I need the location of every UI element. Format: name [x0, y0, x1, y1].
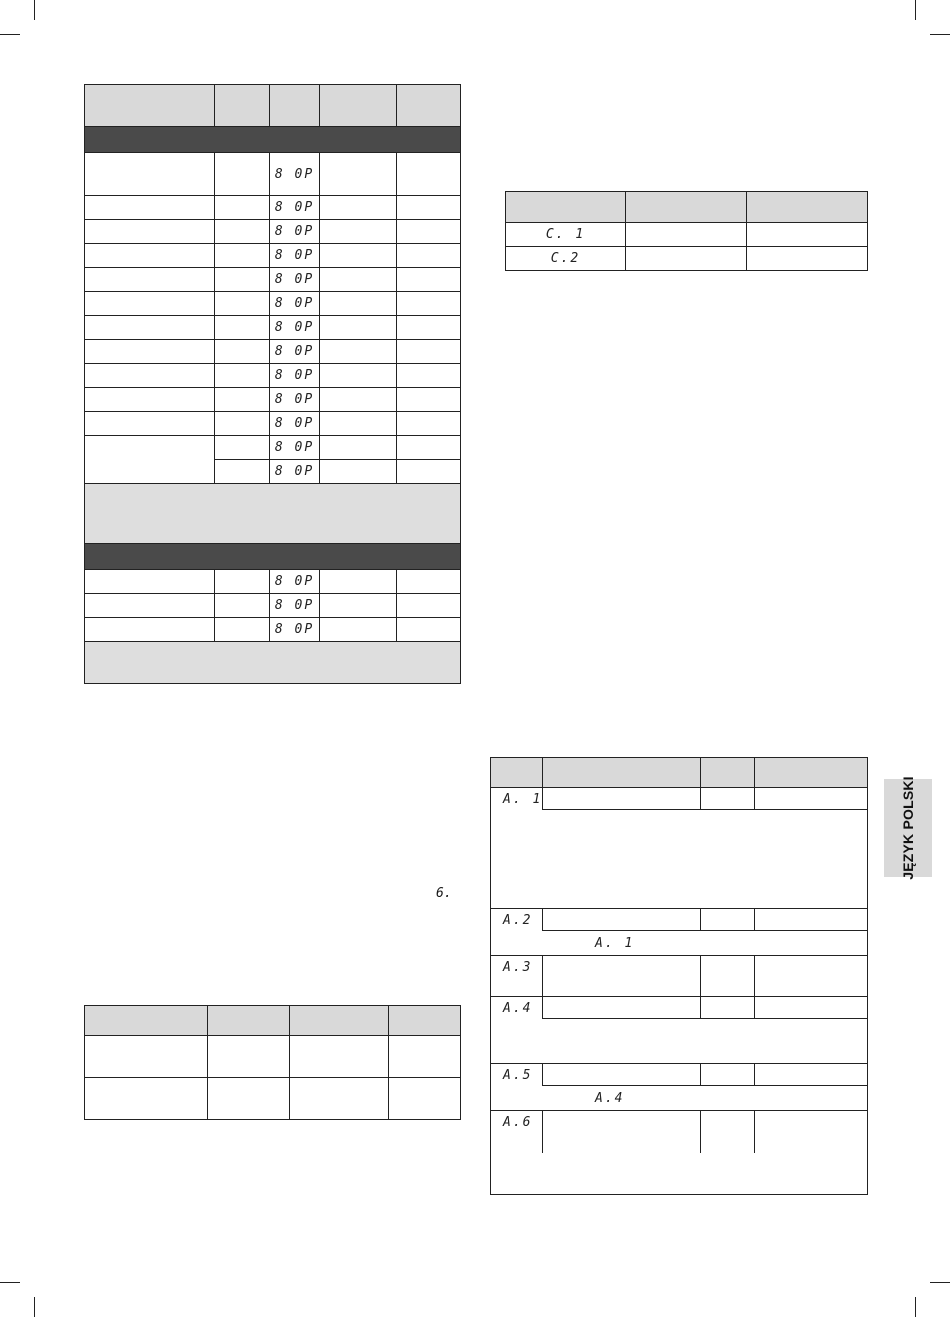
- display-code: 6.: [436, 886, 452, 901]
- display-code: 8 0P: [270, 220, 320, 244]
- table-row: [85, 196, 461, 220]
- program-table: [84, 84, 461, 684]
- table-row: [85, 618, 461, 642]
- display-code: C. 1: [506, 223, 626, 247]
- display-code: A.6: [491, 1111, 543, 1153]
- crop-mark: [0, 34, 20, 35]
- language-side-tab: [884, 776, 932, 880]
- table-row: [85, 340, 461, 364]
- table-header-row: [85, 85, 461, 127]
- table-header-row: [85, 1006, 461, 1036]
- crop-mark: [915, 1297, 916, 1317]
- reference-code: A.4: [491, 1086, 868, 1111]
- display-code: 8 0P: [270, 244, 320, 268]
- display-code: A.4: [491, 997, 543, 1019]
- crop-mark: [34, 0, 35, 20]
- table-row: [491, 1111, 868, 1153]
- display-code: 8 0P: [270, 340, 320, 364]
- table-row: [85, 153, 461, 196]
- table-header-row: [506, 192, 868, 223]
- table-subrow: [491, 1019, 868, 1064]
- crop-mark: [34, 1297, 35, 1317]
- display-code: 8 0P: [270, 594, 320, 618]
- display-code: 8 0P: [270, 153, 320, 196]
- display-code: 8 0P: [270, 436, 320, 460]
- display-code: 8 0P: [270, 618, 320, 642]
- display-code: A.5: [491, 1064, 543, 1086]
- c-code-table: [505, 191, 868, 271]
- table-header-row: [491, 758, 868, 788]
- note-row: [85, 484, 461, 544]
- table-row: [85, 594, 461, 618]
- table-row: [85, 316, 461, 340]
- a-code-table: [490, 757, 868, 1195]
- table-row: [85, 244, 461, 268]
- table-subrow: [491, 1153, 868, 1195]
- display-code: 8 0P: [270, 268, 320, 292]
- display-code: 8 0P: [270, 412, 320, 436]
- table-subrow: [491, 931, 868, 956]
- display-code: A.2: [491, 909, 543, 931]
- crop-mark: [930, 34, 950, 35]
- table-row: [85, 570, 461, 594]
- table-row: [85, 220, 461, 244]
- crop-mark: [930, 1282, 950, 1283]
- table-row: [506, 247, 868, 271]
- table-row: [506, 223, 868, 247]
- crop-mark: [915, 0, 916, 20]
- display-code: 8 0P: [270, 196, 320, 220]
- display-code: 8 0P: [270, 570, 320, 594]
- table-subrow: [491, 810, 868, 909]
- display-code: A. 1: [491, 788, 543, 810]
- table-row: [491, 997, 868, 1019]
- display-code: 8 0P: [270, 364, 320, 388]
- table-row: [491, 788, 868, 810]
- display-code: A.3: [491, 956, 543, 997]
- display-code: 8 0P: [270, 460, 320, 484]
- reference-code: A. 1: [491, 931, 868, 956]
- language-label: JĘZYK POLSKI: [900, 776, 916, 880]
- table-row: [85, 412, 461, 436]
- table-row: [85, 388, 461, 412]
- table-row: [85, 268, 461, 292]
- section-header-row: [85, 544, 461, 570]
- table-row: [85, 1036, 461, 1078]
- display-code: 8 0P: [270, 292, 320, 316]
- table-row: [491, 1064, 868, 1086]
- section-header-row: [85, 127, 461, 153]
- table-row: [85, 364, 461, 388]
- table-row: [491, 909, 868, 931]
- crop-mark: [0, 1282, 20, 1283]
- table-subrow: [491, 1086, 868, 1111]
- display-code: 8 0P: [270, 316, 320, 340]
- table-row: [85, 436, 461, 460]
- lower-left-table: [84, 1005, 461, 1120]
- display-code: C.2: [506, 247, 626, 271]
- table-row: [85, 292, 461, 316]
- note-row: [85, 642, 461, 684]
- table-row: [85, 1078, 461, 1120]
- table-row: [491, 956, 868, 997]
- display-code: 8 0P: [270, 388, 320, 412]
